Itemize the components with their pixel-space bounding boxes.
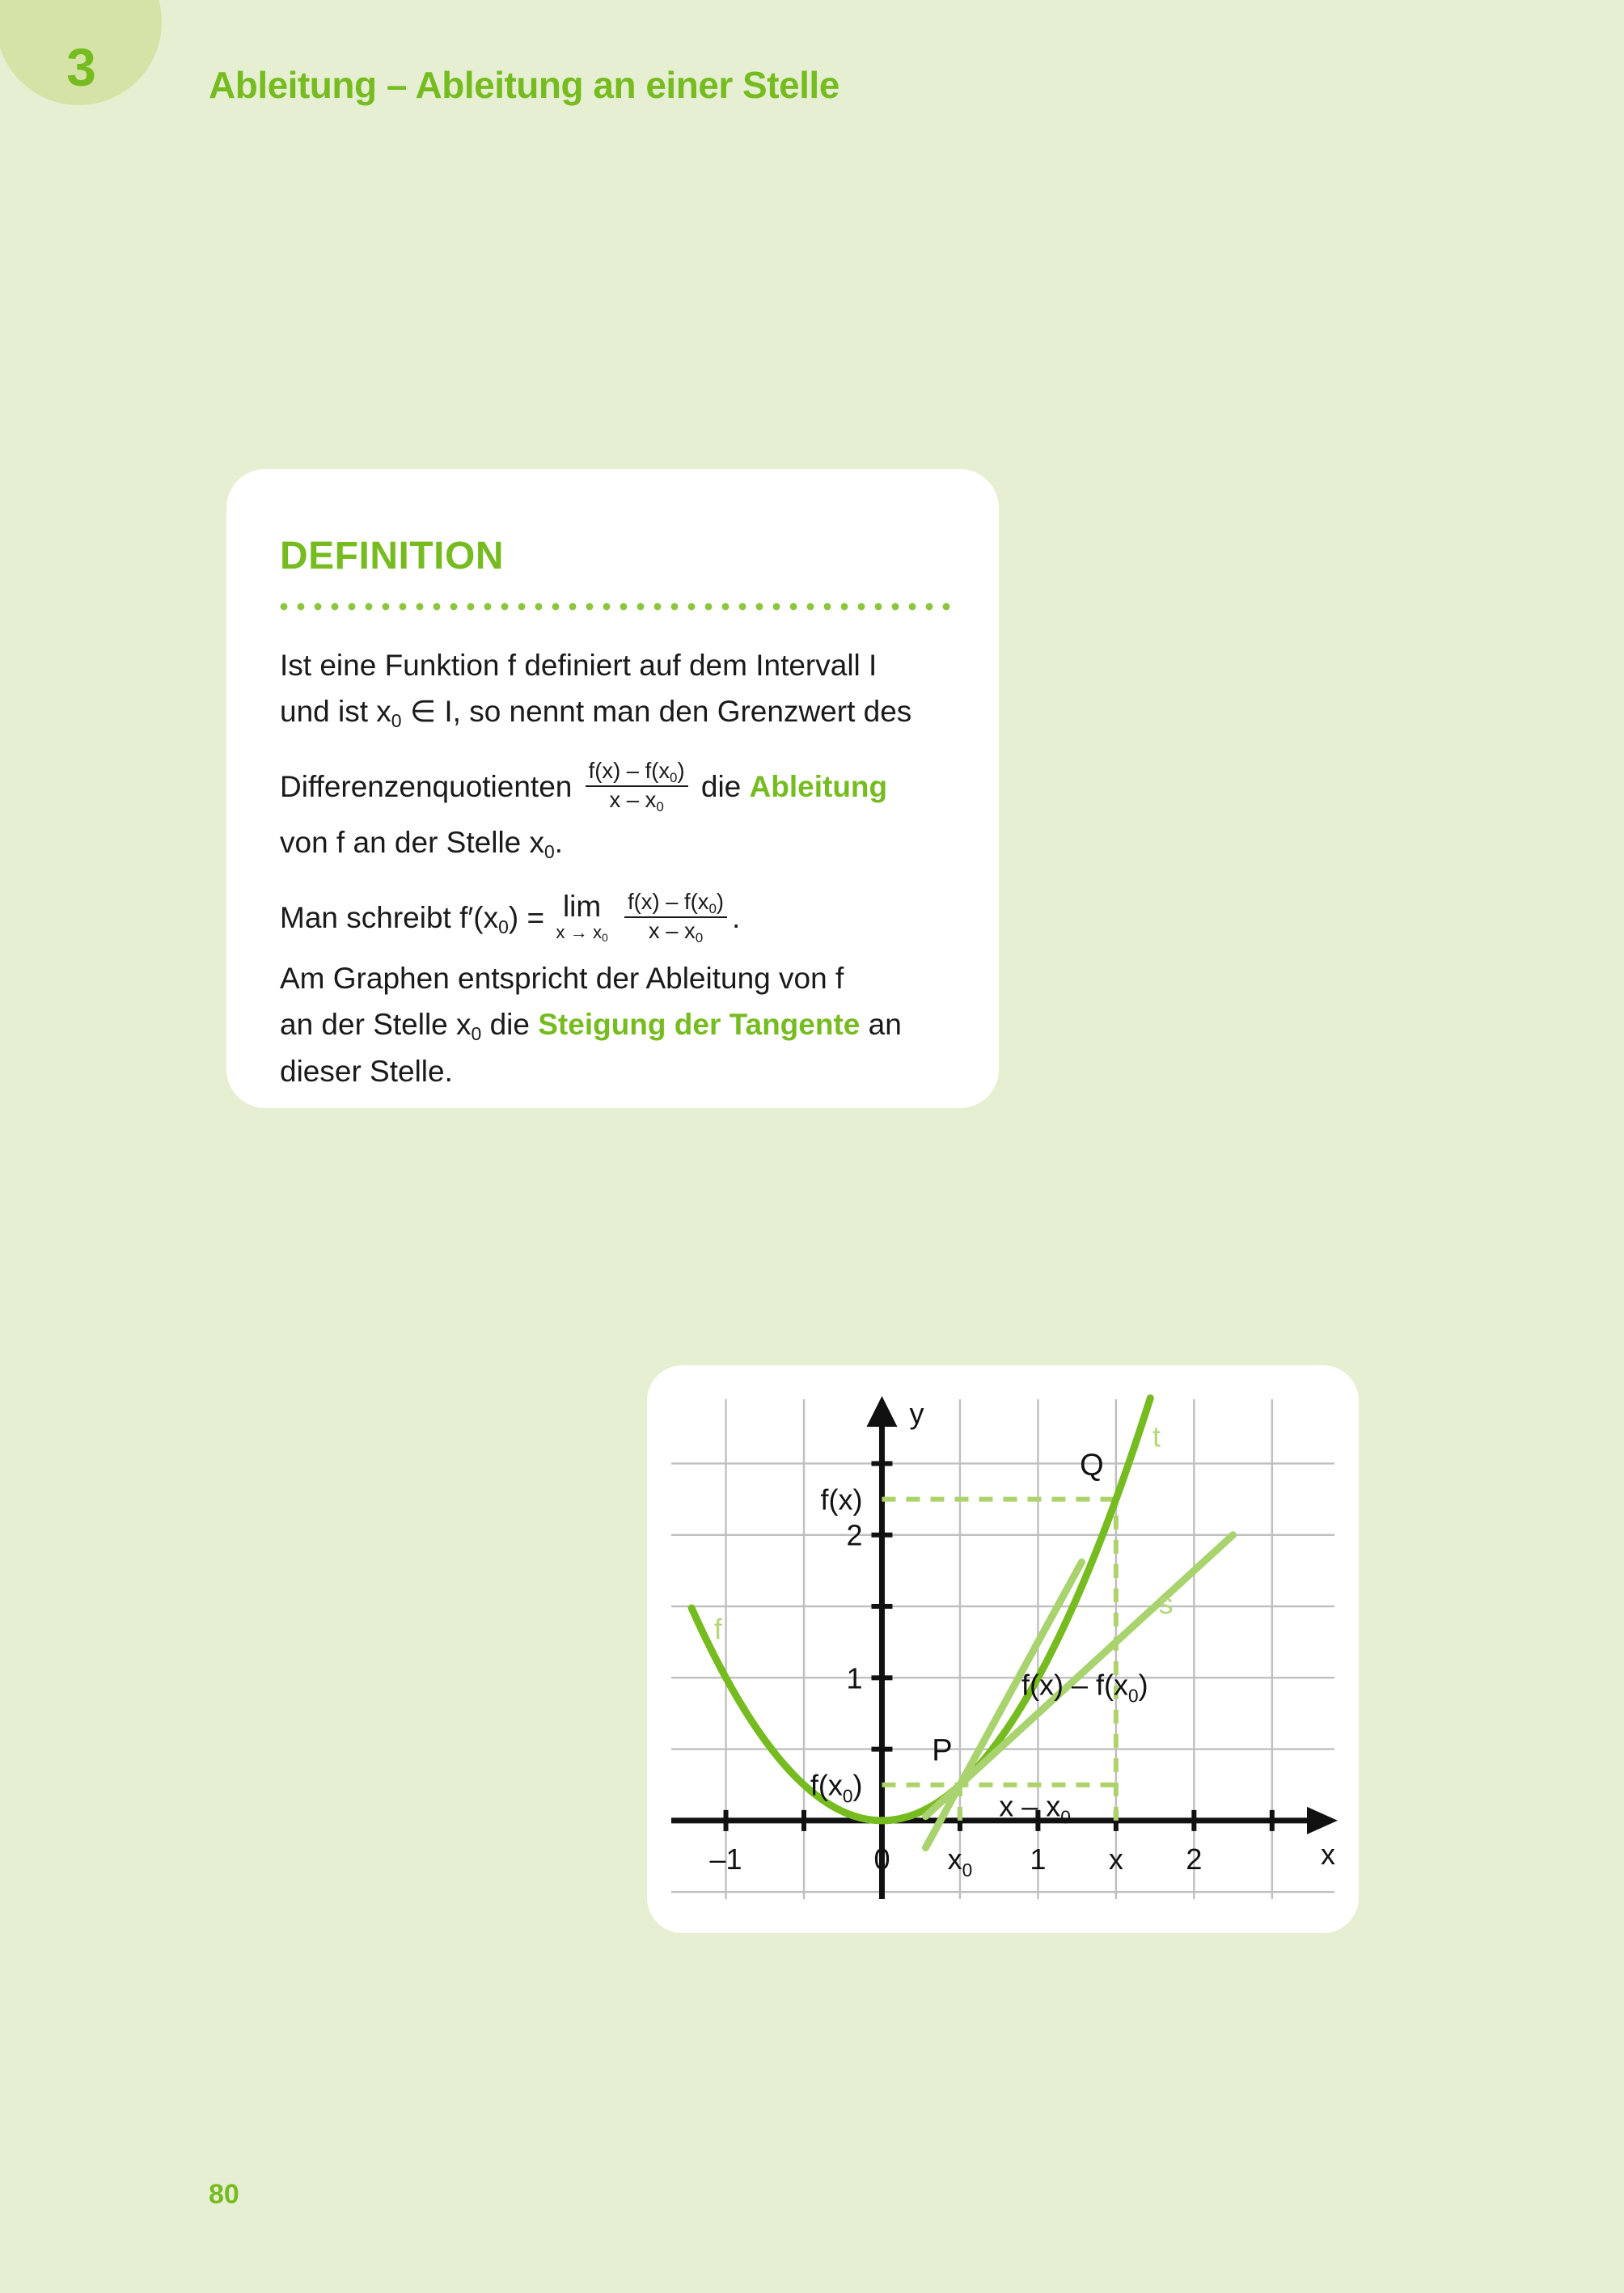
definition-line-6-text: Am Graphen entspricht der Ableitung von f xyxy=(280,962,844,996)
chart-series xyxy=(691,1398,1233,1848)
definition-line-2 xyxy=(280,692,945,733)
definition-line-3-b: die xyxy=(700,769,742,803)
x-axis-arrow xyxy=(1307,1807,1338,1834)
derivative-graph xyxy=(647,1365,1359,1933)
limit-subscript-b: 0 xyxy=(602,931,608,944)
definition-line-4-sub: 0 xyxy=(544,841,555,863)
fraction-numerator-end: ) xyxy=(677,757,685,783)
page-number: 80 xyxy=(209,2179,239,2210)
definition-line-3 xyxy=(280,757,945,817)
limit-operator xyxy=(556,891,607,946)
annotation-delta-y: $f(x) - f(x_0)$ xyxy=(1021,1668,1148,1707)
series-label-f: f xyxy=(713,1612,722,1646)
definition-highlight-ableitung: Ableitung xyxy=(749,769,888,803)
definition-line-7 xyxy=(280,1005,945,1046)
limit-subscript xyxy=(556,921,607,946)
x-tick-label: x xyxy=(1108,1842,1123,1876)
point-label-P: P xyxy=(932,1733,953,1768)
definition-highlight-tangente: Steigung der Tangente xyxy=(538,1008,861,1042)
definition-line-2-b: ∈ I, so nennt man den Grenzwert des xyxy=(401,694,912,728)
y-axis-title: y xyxy=(909,1397,924,1430)
chapter-number: 3 xyxy=(66,37,95,97)
series-label-t: t xyxy=(1152,1419,1161,1453)
limit-fraction-numerator-end: ) xyxy=(716,889,724,915)
limit-subscript-a: x → x xyxy=(556,921,603,942)
y-tick-label: $f(x_0)$ xyxy=(810,1768,863,1807)
difference-quotient-fraction xyxy=(586,759,688,815)
annotation-delta-x: x – $x_0$ xyxy=(999,1789,1071,1828)
definition-line-8-text: dieser Stelle. xyxy=(280,1055,453,1089)
definition-line-5-b: ) = xyxy=(508,901,545,935)
definition-line-2-sub: 0 xyxy=(391,709,402,731)
definition-line-3-a: Differenzenquotienten xyxy=(280,769,573,803)
definition-line-8 xyxy=(280,1052,945,1092)
x-tick-label: 0 xyxy=(873,1842,890,1876)
x-axis-title: x xyxy=(1321,1837,1335,1871)
definition-line-4-a: von f an der Stelle x xyxy=(280,826,545,860)
fraction-denominator-sub: 0 xyxy=(656,799,664,815)
definition-line-7-a: an der Stelle x xyxy=(280,1008,472,1042)
x-tick-label: 1 xyxy=(1030,1842,1047,1876)
fraction-numerator-sub: 0 xyxy=(670,770,678,786)
definition-line-7-c: an xyxy=(868,1008,902,1042)
limit-fraction xyxy=(624,890,727,946)
definition-heading: DEFINITION xyxy=(280,535,504,577)
y-tick-label: f(x) xyxy=(820,1483,863,1517)
definition-card xyxy=(226,469,999,1108)
fraction-denominator xyxy=(586,785,688,815)
definition-line-5-c: . xyxy=(732,901,741,935)
limit-main: lim xyxy=(562,889,602,923)
fraction-numerator xyxy=(586,759,688,785)
definition-divider xyxy=(280,603,959,611)
x-tick-label: 2 xyxy=(1186,1842,1203,1876)
definition-line-7-b: die xyxy=(489,1008,530,1042)
definition-line-5 xyxy=(280,891,945,948)
definition-line-2-a: und ist x xyxy=(280,694,391,728)
definition-line-5-a: Man schreibt f′(x xyxy=(280,901,499,935)
limit-fraction-numerator xyxy=(624,890,727,916)
definition-line-1-text: Ist eine Funktion f definiert auf dem Intervall I xyxy=(280,649,878,682)
y-axis-arrow xyxy=(866,1396,897,1427)
x-tick-label: –1 xyxy=(709,1842,742,1876)
definition-line-4-b: . xyxy=(554,826,564,860)
figure-card xyxy=(647,1365,1359,1933)
definition-line-1 xyxy=(280,646,945,686)
point-label-Q: Q xyxy=(1080,1448,1104,1483)
page-title: Ableitung – Ableitung an einer Stelle xyxy=(209,64,839,106)
chart-axes xyxy=(671,1396,1338,1899)
limit-fraction-denominator-text: x – x xyxy=(648,918,696,944)
limit-fraction-denominator-sub: 0 xyxy=(695,930,704,946)
definition-spacer-2 xyxy=(280,870,945,891)
definition-body xyxy=(280,646,945,1092)
series-label-s: s xyxy=(1158,1586,1174,1620)
limit-fraction-denominator xyxy=(624,916,727,946)
definition-line-7-sub: 0 xyxy=(471,1023,482,1045)
chart-guide-lines xyxy=(882,1500,1115,1821)
x-tick-label: $x_0$ xyxy=(947,1842,973,1881)
fraction-numerator-text: f(x) – f(x xyxy=(588,757,670,783)
y-tick-label: 1 xyxy=(846,1661,863,1695)
definition-line-6 xyxy=(280,959,945,999)
definition-line-5-sub: 0 xyxy=(498,916,509,938)
definition-line-4 xyxy=(280,823,945,864)
y-tick-label: 2 xyxy=(846,1518,863,1552)
chart-gridlines xyxy=(671,1399,1334,1899)
limit-fraction-numerator-text: f(x) – f(x xyxy=(628,889,709,915)
fraction-denominator-text: x – x xyxy=(609,787,657,813)
limit-fraction-numerator-sub: 0 xyxy=(708,901,717,917)
